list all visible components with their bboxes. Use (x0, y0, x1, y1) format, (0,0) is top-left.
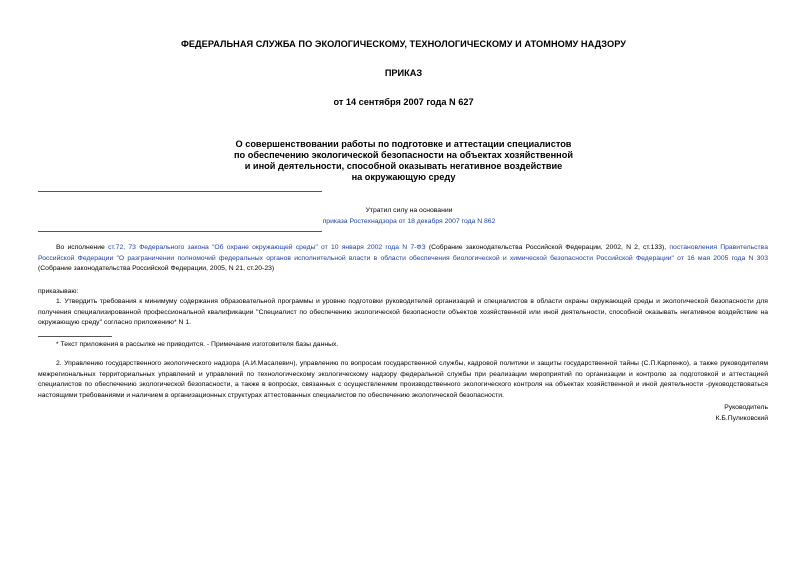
title-line: О совершенствовании работы по подготовке и аттестации специалистов (235, 139, 572, 149)
item-2-paragraph: 2. Управлению государственного экологического надзора (А.И.Масалевич), управлению по вопросам государственной службы, кадровой политики и защиты государственной тайны (С.П.Карпенко), а также руководителям межрегиональных территориальных управлений и управлений по технологическому экологическому надзору федеральной службы при реализации мероприятий по организации и контролю за подготовкой и аттестацией специалистов по обеспечению экологической безопасности, а также в вопросах, связанных с осуществлением производственного экологического контроля на объектах хозяйственной и иной деятельности -руководствоваться настоящими требованиями и наличием в организационных структурах аттестованных специалистов по обеспечению экологической безопасности. (38, 360, 768, 399)
document-date: от 14 сентября 2007 года N 627 (333, 97, 474, 107)
federal-law-link[interactable]: ст.72, 73 Федерального закона "Об охране окружающей среды" от 10 января 2002 года N 7-ФЗ (108, 244, 426, 251)
basis-text: (Собрание законодательства Российской Федерации, 2005, N 21, ст.20-23) (38, 265, 275, 273)
basis-paragraph (38, 243, 768, 275)
signer-name: К.Б.Пуликовский (715, 415, 768, 422)
title-line: на окружающую среду (351, 172, 456, 182)
government-decree-link[interactable]: постановления Правительства Российской Федерации "О разграничении полномочий федеральных органов исполнительной власти в области обеспечения биологической и химической безопасности Российской Федерации" от 16 мая 2005 года N 303 (38, 244, 768, 262)
document-type: ПРИКАЗ (384, 68, 423, 78)
status-note (280, 205, 538, 227)
footnote: * Текст приложения в рассылке не приводится. - Примечание изготовителя базы данных. (56, 341, 339, 348)
repeal-order-link[interactable]: приказа Ростехнадзора от 18 декабря 2007 года N 862 (322, 218, 496, 225)
signature-block (716, 402, 768, 424)
title-line: по обеспечению экологической безопасности на объектах хозяйственной (234, 150, 573, 160)
basis-text: Во исполнение (56, 244, 109, 251)
status-text: Утратил силу на основании (365, 207, 453, 214)
item-1-paragraph: 1. Утвердить требования к минимуму содержания образовательной программы и уровню подготовки руководителей организаций и специалистов в области охраны окружающей среды и экологической безопасности для получения специализированной профессиональной квалификации "Специалист по обеспечению экологической безопасности объектов хозяйственной или иной деятельности, способной оказывать негативное воздействие на окружающую среду" согласно приложению* N 1. (38, 298, 768, 327)
document-title (0, 139, 807, 183)
signer-position: Руководитель (724, 404, 768, 411)
agency-name: ФЕДЕРАЛЬНАЯ СЛУЖБА ПО ЭКОЛОГИЧЕСКОМУ, ТЕХНОЛОГИЧЕСКОМУ И АТОМНОМУ НАДЗОРУ (180, 39, 627, 49)
footnote-divider (38, 336, 112, 337)
divider-bottom (38, 231, 322, 232)
order-word: приказываю: (38, 288, 79, 295)
basis-text: (Собрание законодательства Российской Федерации, 2002, N 2, ст.133), (425, 244, 670, 251)
title-line: и иной деятельности, способной оказывать негативное воздействие (244, 161, 563, 171)
divider-top (38, 191, 322, 192)
